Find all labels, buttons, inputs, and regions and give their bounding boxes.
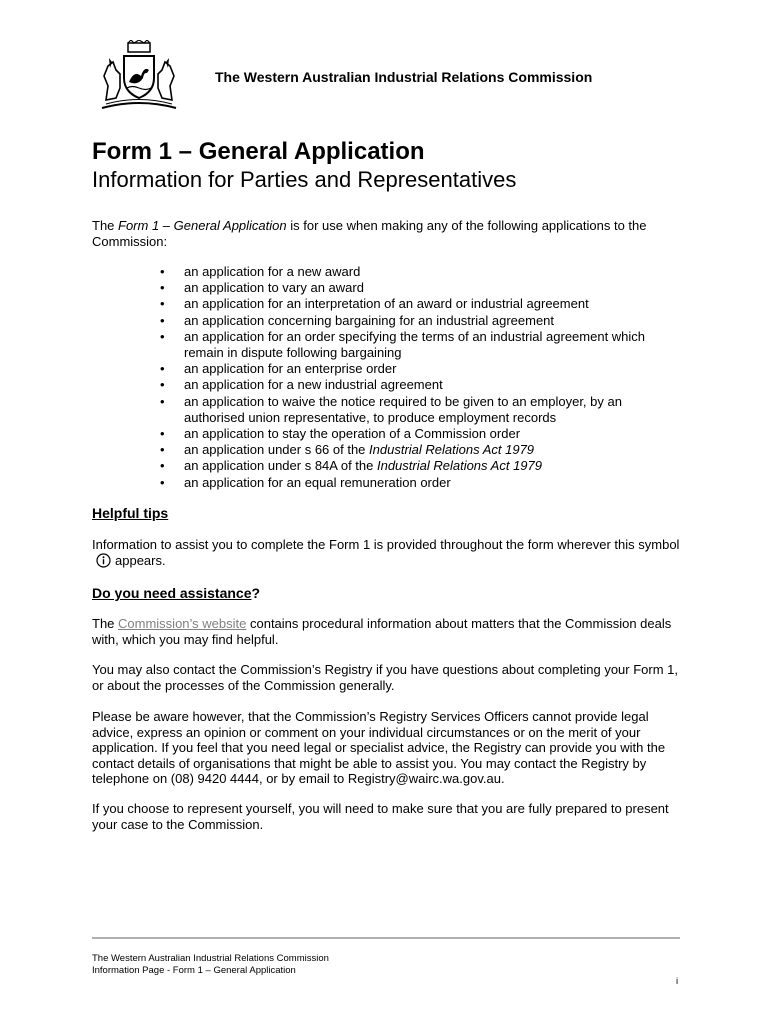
page-subtitle: Information for Parties and Representatives: [92, 167, 517, 192]
commission-website-link[interactable]: Commission’s website: [118, 616, 247, 631]
helpful-tips-paragraph: Information to assist you to complete the Form 1 is provided throughout the form wherever this symbolappears.: [92, 537, 680, 568]
page-title: Form 1 – General Application: [92, 138, 425, 165]
intro-paragraph: The Form 1 – General Application is for use when making any of the following applications to the Commission:: [92, 218, 647, 249]
assistance-paragraph-4: If you choose to represent yourself, you will need to make sure that you are fully prepared to present your case to the Commission.: [92, 801, 669, 832]
form-name: Form 1 – General Application: [118, 218, 287, 233]
org-header-title: The Western Australian Industrial Relations Commission: [215, 69, 593, 85]
footer-line-1: The Western Australian Industrial Relations Commission: [92, 953, 329, 964]
footer-line-2: Information Page - Form 1 – General Application: [92, 965, 296, 976]
application-types-list: [160, 264, 680, 491]
list-item: • an application under s 84A of the Industrial Relations Act 1979: [160, 458, 680, 474]
info-circle-icon: [96, 553, 111, 568]
list-item: • an application for an interpretation of an award or industrial agreement: [160, 296, 680, 312]
assistance-paragraph-3: Please be aware however, that the Commission’s Registry Services Officers cannot provide legal advice, express an opinion or comment on your individual circumstances or on the merit of your application. If you feel that you need legal or specialist advice, the Registry can provide you with the contact details of organisations that might be able to assist you. You may contact the Registry by telephone on (08) 9420 4444, or by email to Registry@wairc.wa.gov.au.: [92, 709, 666, 786]
list-item: • an application for an equal remuneration order: [160, 475, 680, 491]
list-item: • an application to waive the notice required to be given to an employer, by an authorised union representative, to produce employment records: [160, 394, 680, 426]
state-coat-of-arms-icon: [98, 40, 180, 112]
footer: [92, 953, 329, 977]
footer-divider: [92, 937, 680, 939]
list-item: • an application to vary an award: [160, 280, 680, 296]
list-item: • an application for an order specifying the terms of an industrial agreement which remain in dispute following bargaining: [160, 329, 680, 361]
list-item: • an application concerning bargaining for an industrial agreement: [160, 313, 680, 329]
page-number: i: [676, 976, 679, 987]
list-item: • an application for a new award: [160, 264, 680, 280]
act-name: Industrial Relations Act 1979: [369, 442, 535, 458]
list-item: • an application under s 66 of the Industrial Relations Act 1979: [160, 442, 680, 458]
list-item: • an application for an enterprise order: [160, 361, 680, 377]
assistance-paragraph-2: You may also contact the Commission’s Registry if you have questions about completing your Form 1, or about the processes of the Commission generally.: [92, 662, 679, 693]
helpful-tips-heading: Helpful tips: [92, 505, 169, 521]
list-item: • an application to stay the operation of a Commission order: [160, 426, 680, 442]
assistance-heading: Do you need assistance?: [92, 585, 261, 601]
act-name: Industrial Relations Act 1979: [376, 458, 542, 474]
list-item: • an application for a new industrial agreement: [160, 377, 680, 393]
assistance-paragraph-1: The Commission’s website contains procedural information about matters that the Commission deals with, which you may find helpful.: [92, 616, 672, 647]
